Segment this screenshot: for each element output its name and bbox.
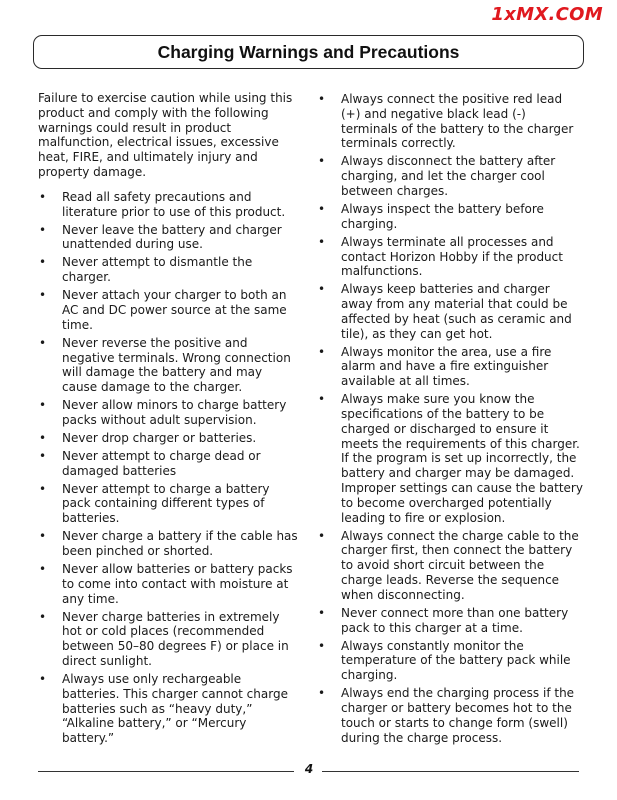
- list-item-text: Always constantly monitor the temperature of the battery pack while charging.: [341, 638, 571, 683]
- bullet-icon: •: [318, 92, 326, 106]
- list-item-text: Always end the charging process if the charger or battery becomes hot to the touch or starts to change form (swell) during the charge process.: [341, 686, 575, 745]
- list-item-text: Never allow minors to charge battery packs without adult supervision.: [62, 398, 287, 427]
- list-item-text: Never charge a battery if the cable has been pinched or shorted.: [62, 529, 298, 558]
- list-item-text: Never reverse the positive and negative terminals. Wrong connection will damage the battery and may cause damage to the charger.: [62, 335, 291, 395]
- list-item-text: Never leave the battery and charger unattended during use.: [62, 222, 282, 252]
- list-item: [38, 336, 300, 395]
- left-column: [38, 91, 300, 749]
- bullet-icon: •: [318, 528, 326, 543]
- bullet-icon: •: [318, 686, 326, 701]
- bullet-icon: •: [318, 154, 326, 169]
- bullet-icon: •: [39, 448, 47, 463]
- left-bullet-list: [38, 190, 300, 746]
- footer-rule-left: [38, 771, 294, 772]
- bullet-icon: •: [39, 335, 47, 350]
- page-title: Charging Warnings and Precautions: [157, 41, 460, 62]
- list-item-text: Never allow batteries or battery packs to come into contact with moisture at any time.: [62, 561, 293, 606]
- list-item: [317, 202, 585, 232]
- list-item-text: Never attach your charger to both an AC and DC power source at the same time.: [62, 288, 287, 332]
- site-watermark: 1xMX.COM: [491, 4, 603, 25]
- bullet-icon: •: [39, 255, 47, 270]
- list-item-text: Never attempt to charge a battery pack containing different types of batteries.: [62, 481, 270, 526]
- page-number: 4: [304, 762, 314, 776]
- bullet-icon: •: [39, 222, 47, 237]
- list-item: [317, 686, 585, 745]
- list-item: [38, 431, 300, 446]
- list-item: [317, 392, 585, 525]
- bullet-icon: •: [39, 288, 47, 303]
- list-item-text: Always keep batteries and charger away from any material that could be affected by heat (such as ceramic and tile), as they can get hot.: [341, 282, 572, 341]
- list-item: [317, 345, 585, 389]
- list-item-text: Never charge batteries in extremely hot or cold places (recommended between 50–80 degrees F) or place in direct sunlight.: [62, 609, 289, 668]
- bullet-icon: •: [39, 529, 47, 544]
- bullet-icon: •: [39, 430, 47, 445]
- list-item-text: Always connect the positive red lead (+) and negative black lead (-) terminals of the battery to the charger terminals correctly.: [341, 92, 574, 151]
- title-box: [33, 35, 584, 69]
- footer-rule-right: [322, 771, 579, 772]
- list-item-text: Always connect the charge cable to the charger first, then connect the battery to avoid short circuit between the charge leads. Reverse the sequence when disconnecting.: [341, 528, 579, 602]
- list-item: [38, 223, 300, 253]
- bullet-icon: •: [39, 189, 47, 204]
- list-item: [38, 672, 300, 746]
- list-item-text: Never drop charger or batteries.: [62, 430, 257, 445]
- list-item: [317, 154, 585, 198]
- bullet-icon: •: [318, 234, 326, 249]
- list-item-text: Always monitor the area, use a fire alarm and have a fire extinguisher available at all times.: [341, 344, 552, 389]
- right-column: [317, 92, 585, 749]
- list-item: [38, 529, 300, 559]
- list-item: [317, 282, 585, 341]
- intro-paragraph: Failure to exercise caution while using this product and comply with the following warnings could result in product malfunction, electrical issues, excessive heat, FIRE, and ultimately injury and property damage.: [38, 91, 293, 179]
- list-item: [317, 235, 585, 279]
- bullet-icon: •: [318, 201, 326, 216]
- list-item: [38, 255, 300, 285]
- list-item: [317, 529, 585, 603]
- bullet-icon: •: [318, 282, 326, 297]
- list-item-text: Never attempt to dismantle the charger.: [62, 255, 253, 285]
- bullet-icon: •: [318, 344, 326, 359]
- bullet-icon: •: [39, 609, 47, 624]
- list-item: [317, 92, 585, 151]
- list-item-text: Always use only rechargeable batteries. This charger cannot charge batteries such as “heavy duty,” “Alkaline battery,” or “Mercury battery.”: [62, 671, 288, 746]
- list-item: [38, 398, 300, 428]
- list-item: [38, 562, 300, 606]
- list-item: [38, 190, 300, 220]
- list-item-text: Always terminate all processes and contact Horizon Hobby if the product malfunctions.: [341, 234, 563, 279]
- list-item-text: Always make sure you know the specifications of the battery to be charged or discharged to ensure it meets the requirements of this charger. If the program is set up incorrectly, the battery and charger may be damaged. Improper settings can cause the battery to become overcharged potentially leading to fire or explosion.: [341, 392, 583, 525]
- bullet-icon: •: [318, 392, 326, 407]
- bullet-icon: •: [39, 671, 47, 686]
- list-item-text: Never connect more than one battery pack to this charger at a time.: [341, 605, 569, 635]
- list-item: [38, 482, 300, 526]
- list-item: [38, 610, 300, 669]
- list-item-text: Read all safety precautions and literature prior to use of this product.: [62, 189, 286, 219]
- list-item: [38, 449, 300, 479]
- bullet-icon: •: [318, 605, 326, 620]
- list-item-text: Always inspect the battery before charging.: [341, 201, 544, 231]
- bullet-icon: •: [39, 398, 47, 413]
- list-item: [317, 606, 585, 636]
- list-item: [38, 288, 300, 332]
- bullet-icon: •: [318, 638, 326, 653]
- right-bullet-list: [317, 92, 585, 745]
- list-item-text: Always disconnect the battery after charging, and let the charger cool between charges.: [341, 154, 556, 198]
- bullet-icon: •: [39, 481, 47, 496]
- bullet-icon: •: [39, 561, 47, 576]
- list-item: [317, 639, 585, 683]
- list-item-text: Never attempt to charge dead or damaged batteries: [62, 448, 261, 478]
